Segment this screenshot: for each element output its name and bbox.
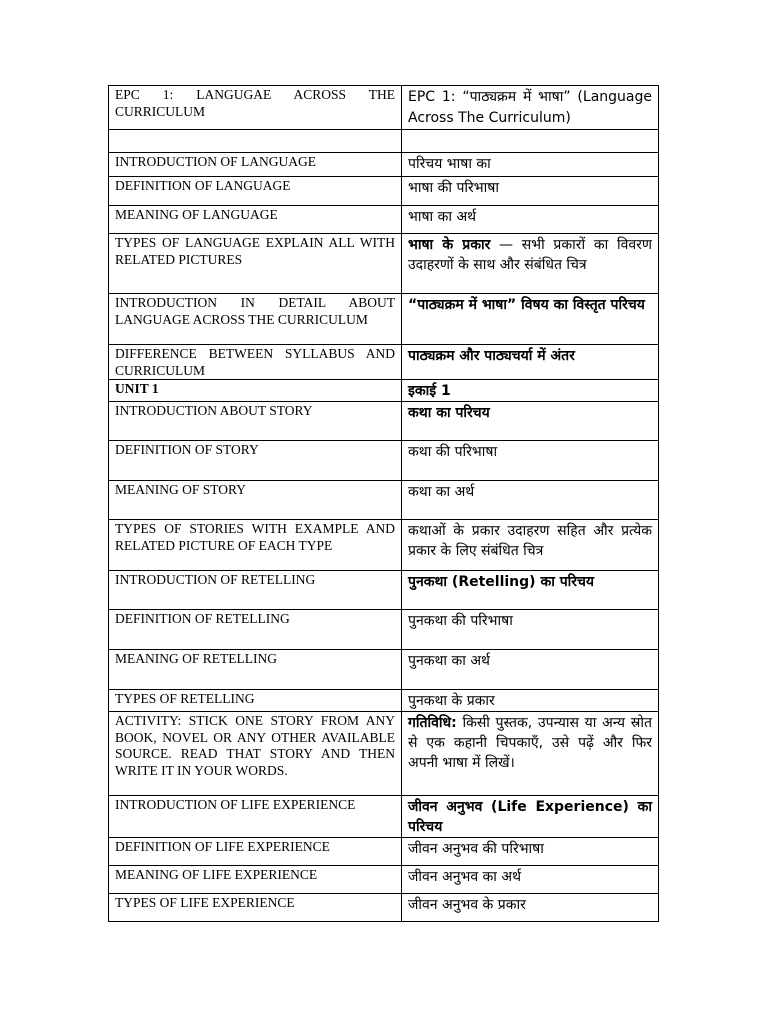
table-row [109,294,659,345]
hindi-cell: इकाई 1 [402,380,659,402]
hindi-cell: कथाओं के प्रकार उदाहरण सहित और प्रत्येक प्रकार के लिए संबंधित चित्र [402,520,659,571]
english-cell: DEFINITION OF RETELLING [109,610,402,650]
table-row [109,380,659,402]
english-cell: MEANING OF STORY [109,481,402,520]
english-cell: TYPES OF RETELLING [109,690,402,712]
hindi-cell: भाषा की परिभाषा [402,177,659,206]
hindi-cell [402,234,659,294]
english-cell: UNIT 1 [109,380,402,402]
hindi-cell: भाषा का अर्थ [402,206,659,234]
english-cell: EPC 1: LANGUGAE ACROSS THE CURRICULUM [109,86,402,130]
hindi-cell: EPC 1: “पाठ्यक्रम में भाषा” (Language Across The Curriculum) [402,86,659,130]
table-row [109,690,659,712]
table-row [109,345,659,380]
table-row [109,610,659,650]
table-row [109,153,659,177]
hindi-cell: पुनकथा (Retelling) का परिचय [402,571,659,610]
english-cell: MEANING OF LANGUAGE [109,206,402,234]
table-row [109,206,659,234]
hindi-cell: पुनकथा के प्रकार [402,690,659,712]
english-cell: INTRODUCTION OF LIFE EXPERIENCE [109,796,402,838]
hindi-cell [402,712,659,796]
hindi-cell: जीवन अनुभव (Life Experience) का परिचय [402,796,659,838]
hindi-cell: पाठ्यक्रम और पाठ्यचर्या में अंतर [402,345,659,380]
table-row [109,520,659,571]
english-cell: INTRODUCTION OF RETELLING [109,571,402,610]
english-cell: DEFINITION OF STORY [109,441,402,481]
table-row [109,481,659,520]
table-row [109,866,659,894]
english-cell [109,130,402,153]
hindi-cell-text: किसी पुस्तक, उपन्यास या अन्य स्रोत से एक कहानी चिपकाएँ, उसे पढ़ें और फिर अपनी भाषा में लिखें। [408,715,652,771]
english-cell: TYPES OF STORIES WITH EXAMPLE AND RELATED PICTURE OF EACH TYPE [109,520,402,571]
table-row [109,796,659,838]
table-row [109,712,659,796]
hindi-cell: परिचय भाषा का [402,153,659,177]
table-row [109,86,659,130]
hindi-cell: कथा की परिभाषा [402,441,659,481]
english-cell: DEFINITION OF LIFE EXPERIENCE [109,838,402,866]
english-cell: INTRODUCTION ABOUT STORY [109,402,402,441]
english-cell: MEANING OF RETELLING [109,650,402,690]
hindi-cell: “पाठ्यक्रम में भाषा” विषय का विस्तृत परिचय [402,294,659,345]
hindi-cell-emphasis: भाषा के प्रकार [408,237,491,253]
english-cell: INTRODUCTION IN DETAIL ABOUT LANGUAGE ACROSS THE CURRICULUM [109,294,402,345]
hindi-cell: जीवन अनुभव की परिभाषा [402,838,659,866]
table-row [109,650,659,690]
english-cell: INTRODUCTION OF LANGUAGE [109,153,402,177]
hindi-cell-text: — सभी प्रकारों का विवरण उदाहरणों के साथ और संबंधित चित्र [408,237,652,273]
hindi-cell: पुनकथा की परिभाषा [402,610,659,650]
english-cell: MEANING OF LIFE EXPERIENCE [109,866,402,894]
english-cell: DIFFERENCE BETWEEN SYLLABUS AND CURRICULUM [109,345,402,380]
hindi-cell [402,130,659,153]
table-row [109,838,659,866]
hindi-cell: कथा का परिचय [402,402,659,441]
table-row [109,177,659,206]
curriculum-table [108,85,659,922]
table-row [109,571,659,610]
hindi-cell: कथा का अर्थ [402,481,659,520]
english-cell: DEFINITION OF LANGUAGE [109,177,402,206]
english-cell: TYPES OF LIFE EXPERIENCE [109,894,402,922]
hindi-cell: जीवन अनुभव का अर्थ [402,866,659,894]
table-row [109,894,659,922]
english-cell: ACTIVITY: STICK ONE STORY FROM ANY BOOK, NOVEL OR ANY OTHER AVAILABLE SOURCE. READ THAT STORY AND THEN WRITE IT IN YOUR WORDS. [109,712,402,796]
english-cell: TYPES OF LANGUAGE EXPLAIN ALL WITH RELATED PICTURES [109,234,402,294]
hindi-cell: पुनकथा का अर्थ [402,650,659,690]
table-row [109,402,659,441]
table-row [109,130,659,153]
table-row [109,441,659,481]
hindi-cell-emphasis: गतिविधि: [408,715,457,731]
hindi-cell: जीवन अनुभव के प्रकार [402,894,659,922]
table-row [109,234,659,294]
